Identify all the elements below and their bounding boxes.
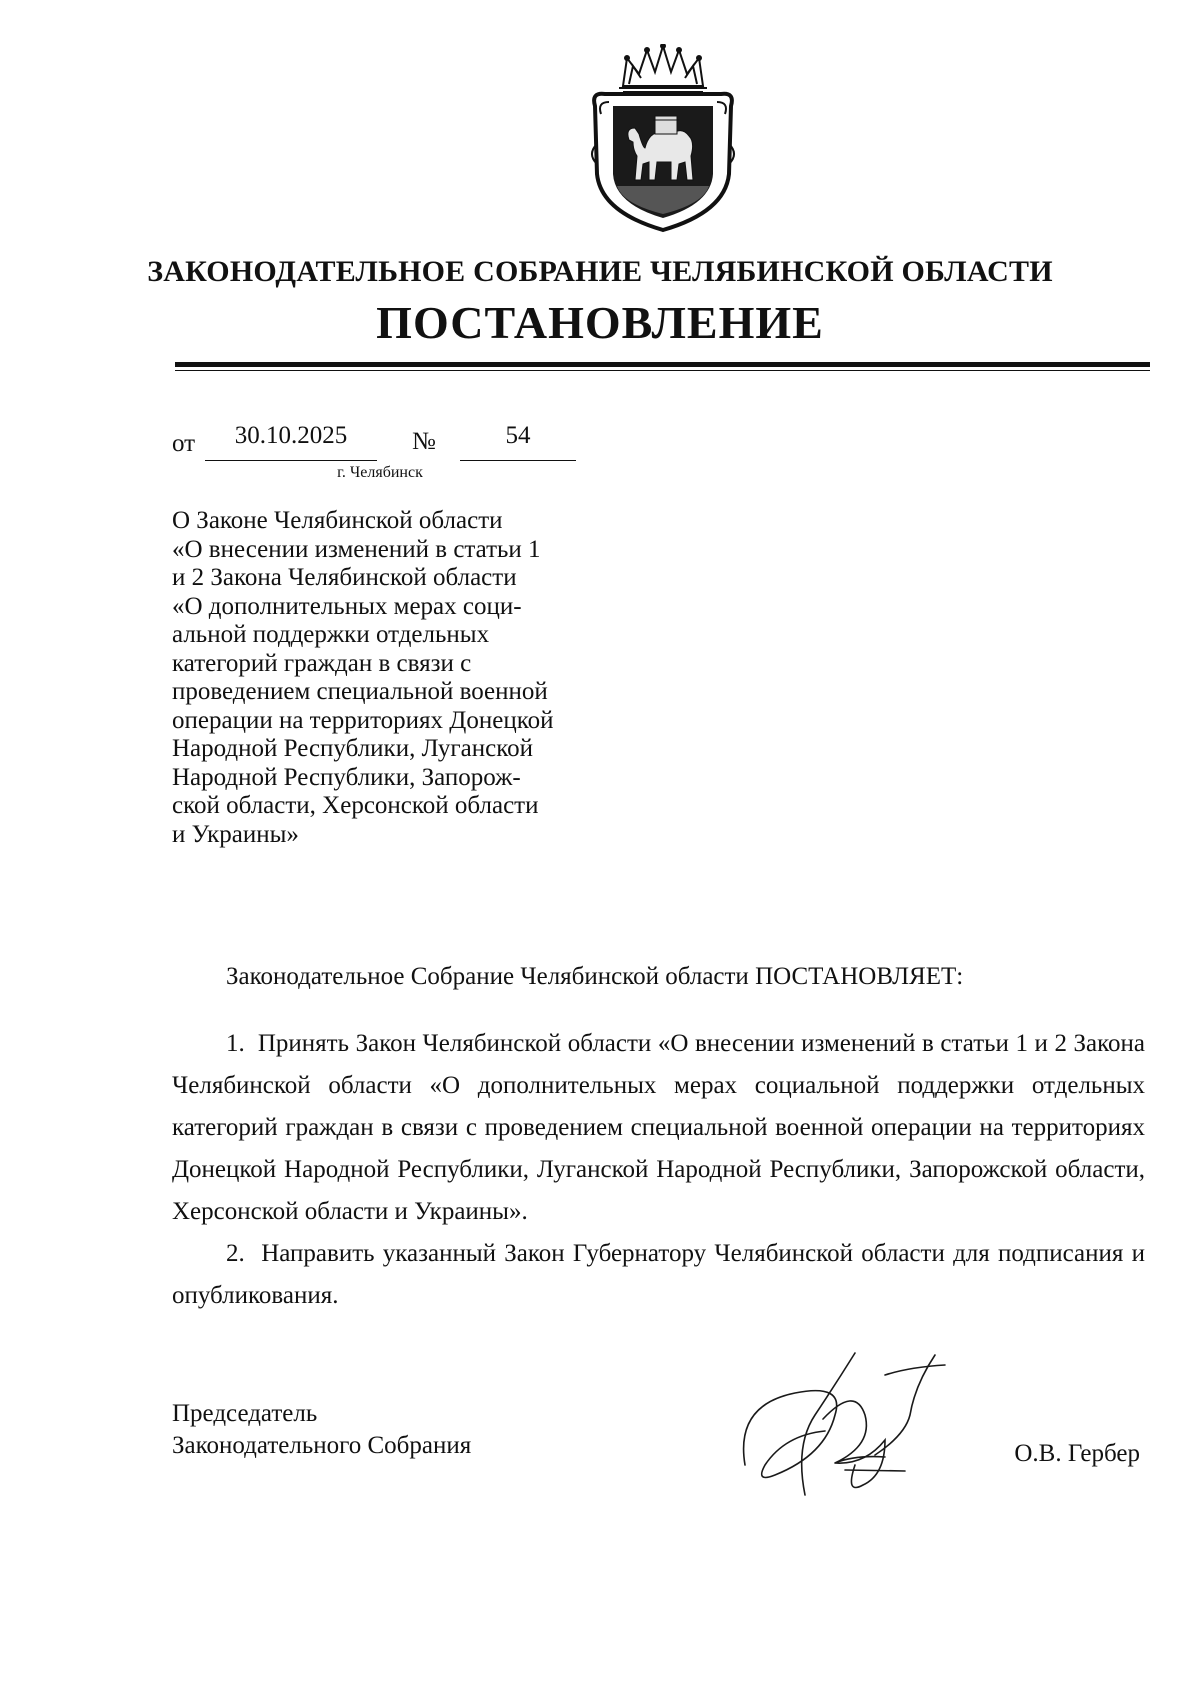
signatory-name: О.В. Гербер <box>1014 1440 1140 1467</box>
document-date: 30.10.2025 <box>234 422 348 449</box>
organization-title: ЗАКОНОДАТЕЛЬНОЕ СОБРАНИЕ ЧЕЛЯБИНСКОЙ ОБЛАСТИ <box>147 255 1053 288</box>
number-label: № <box>412 428 436 455</box>
chelyabinsk-region-coat-of-arms-icon <box>583 44 743 234</box>
resolution-item <box>172 1023 1145 1233</box>
document-subject: О Законе Челябинской области «О внесении изменений в статьи 1 и 2 Закона Челябинской области «О дополнительных мерах соци- альной поддержки отдельных категорий граждан в связи с проведением специальной военной операции на территориях Донецкой Народной Республики, Луганской Народной Республики, Запорож- ской области, Херсонской области и Украины» <box>172 507 554 848</box>
item-text: Направить указанный Закон Губернатору Челябинской области для подписания и опубликования. <box>172 1240 1146 1309</box>
document-city: г. Челябинск <box>337 464 423 481</box>
resolution-preamble: Законодательное Собрание Челябинской области ПОСТАНОВЛЯЕТ: <box>226 963 964 990</box>
item-text: Принять Закон Челябинской области «О внесении изменений в статьи 1 и 2 Закона Челябинской области «О дополнительных мерах социальной поддержки отдельных категорий граждан в связи с проведением специальной военной операции на территориях Донецкой Народной Республики, Луганской Народной Республики, Запорожской области, Херсонской области и Украины». <box>172 1030 1145 1225</box>
number-underline <box>460 460 576 461</box>
handwritten-signature-icon <box>735 1345 975 1505</box>
signatory-role-line: Законодательного Собрания <box>172 1432 472 1459</box>
item-number: 2. <box>226 1240 245 1267</box>
item-number: 1. <box>226 1030 245 1057</box>
header-divider-thin <box>175 370 1150 371</box>
resolution-item <box>172 1233 1145 1317</box>
signatory-role <box>172 1398 471 1462</box>
signatory-role-line: Председатель <box>172 1400 318 1427</box>
document-number: 54 <box>505 422 531 449</box>
date-prefix-label: от <box>172 430 196 457</box>
header-divider-thick <box>175 362 1150 367</box>
document-type-title: ПОСТАНОВЛЕНИЕ <box>376 297 824 348</box>
date-underline <box>205 460 377 461</box>
